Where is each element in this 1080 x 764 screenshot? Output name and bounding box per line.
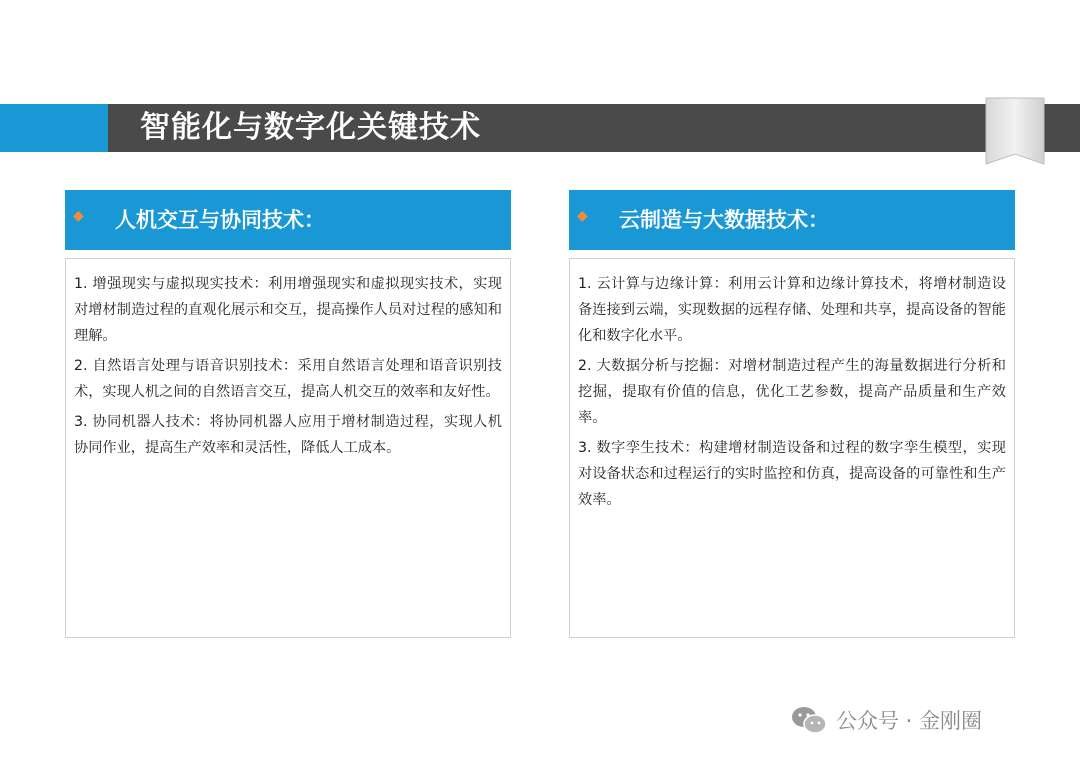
list-item: 2. 自然语言处理与语音识别技术：采用自然语言处理和语音识别技术，实现人机之间的自然语言交互，提高人机交互的效率和友好性。 xyxy=(74,358,502,400)
title-accent xyxy=(0,104,108,152)
bullet-icon: ◆ xyxy=(73,208,84,224)
panel-body xyxy=(65,258,511,638)
bookmark-icon xyxy=(984,96,1046,166)
panel-hci xyxy=(65,190,511,638)
panel-heading: 人机交互与协同技术： xyxy=(115,208,325,232)
panel-header xyxy=(65,190,511,250)
wechat-icon xyxy=(790,705,828,735)
panel-header xyxy=(569,190,1015,250)
bullet-icon: ◆ xyxy=(577,208,588,224)
watermark-text: 公众号 · 金刚圈 xyxy=(836,709,983,733)
list-item: 2. 大数据分析与挖掘：对增材制造过程产生的海量数据进行分析和挖掘，提取有价值的信息，优化工艺参数，提高产品质量和生产效率。 xyxy=(578,358,1006,426)
list-item: 1. 增强现实与虚拟现实技术：利用增强现实和虚拟现实技术，实现对增材制造过程的直观化展示和交互，提高操作人员对过程的感知和理解。 xyxy=(74,276,502,344)
panel-body xyxy=(569,258,1015,638)
list-item: 3. 数字孪生技术：构建增材制造设备和过程的数字孪生模型，实现对设备状态和过程运行的实时监控和仿真，提高设备的可靠性和生产效率。 xyxy=(578,440,1006,508)
watermark xyxy=(790,700,982,740)
panel-heading: 云制造与大数据技术： xyxy=(619,208,829,232)
page-title: 智能化与数字化关键技术 xyxy=(140,110,481,145)
title-bar xyxy=(0,104,1080,152)
list-item: 1. 云计算与边缘计算：利用云计算和边缘计算技术，将增材制造设备连接到云端，实现数据的远程存储、处理和共享，提高设备的智能化和数字化水平。 xyxy=(578,276,1006,344)
list-item: 3. 协同机器人技术：将协同机器人应用于增材制造过程，实现人机协同作业，提高生产效率和灵活性，降低人工成本。 xyxy=(74,414,502,456)
panel-cloud xyxy=(569,190,1015,638)
